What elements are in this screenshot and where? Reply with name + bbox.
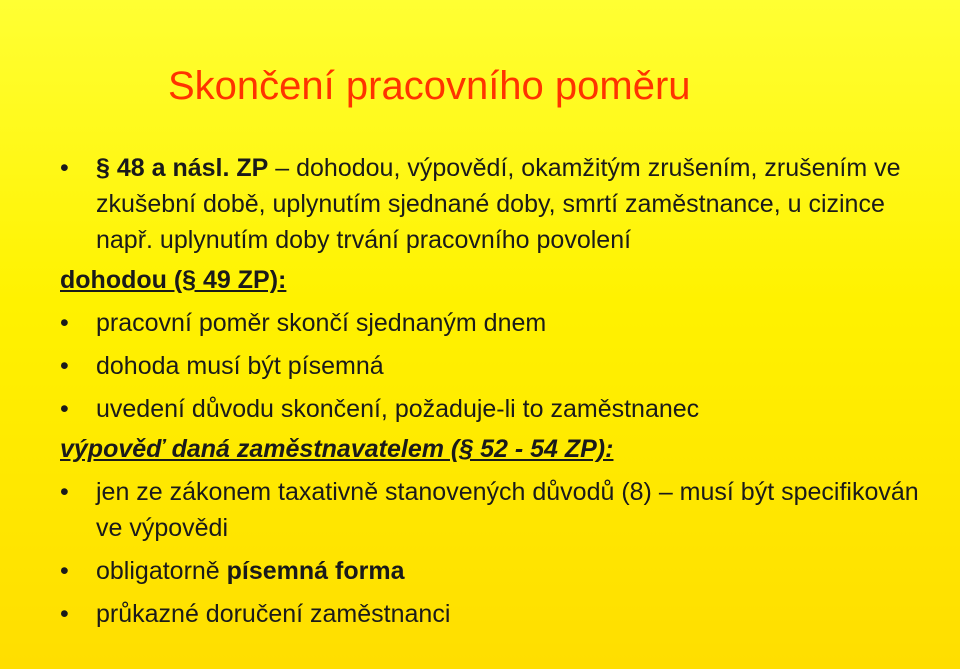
notice-item-2-text: obligatorně [96, 557, 227, 585]
notice-item-3: • průkazné doručení zaměstnanci [60, 596, 940, 632]
section-notice-heading: výpověď daná zaměstnavatelem (§ 52 - 54 ZP): [60, 435, 614, 463]
intro-bullet [60, 150, 940, 258]
notice-item-2-bold: písemná forma [226, 557, 405, 585]
notice-item-2 [60, 553, 940, 589]
section-agreement-heading: dohodou (§ 49 ZP): [60, 266, 287, 294]
notice-item-1: • jen ze zákonem taxativně stanovených důvodů (8) – musí být specifikován ve výpovědi [60, 474, 940, 546]
agreement-item-3: • uvedení důvodu skončení, požaduje-li to zaměstnanec [60, 391, 940, 427]
page-title: Skončení pracovního poměru [168, 64, 691, 108]
intro-text: – dohodou, výpovědí, okamžitým zrušením, zrušením ve zkušební době, uplynutím sjednané doby, smrtí zaměstnance, u cizince např. uplynutím doby trvání pracovního povolení [96, 154, 901, 254]
agreement-item-1: • pracovní poměr skončí sjednaným dnem [60, 305, 940, 341]
intro-reference: § 48 a násl. ZP [96, 154, 269, 182]
slide-content [60, 150, 940, 632]
agreement-item-2: • dohoda musí být písemná [60, 348, 940, 384]
